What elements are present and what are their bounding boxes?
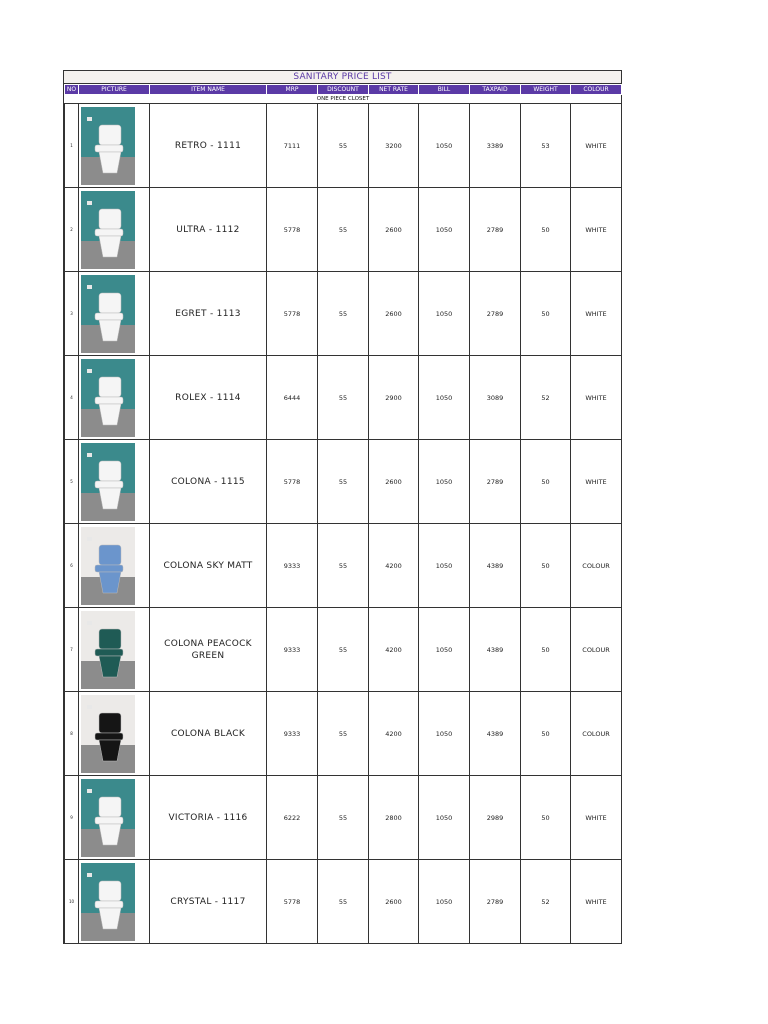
bill-value: 1050	[419, 608, 470, 692]
weight-value: 53	[521, 104, 571, 188]
discount-value: 55	[318, 776, 369, 860]
weight-value: 52	[521, 356, 571, 440]
mrp-value: 5778	[267, 860, 318, 944]
discount-value: 55	[318, 692, 369, 776]
col-header-discount: DISCOUNT	[318, 85, 369, 95]
discount-value: 55	[318, 608, 369, 692]
discount-value: 55	[318, 524, 369, 608]
mrp-value: 9333	[267, 608, 318, 692]
mrp-value: 9333	[267, 692, 318, 776]
col-header-net-rate: NET RATE	[369, 85, 419, 95]
section-label: ONE PIECE CLOSET	[65, 95, 622, 104]
taxpaid-value: 4389	[470, 524, 521, 608]
bill-value: 1050	[419, 104, 470, 188]
col-header-bill: BILL	[419, 85, 470, 95]
item-name: ROLEX - 1114	[150, 356, 267, 440]
mrp-value: 5778	[267, 188, 318, 272]
table-row	[65, 776, 622, 860]
product-picture	[79, 608, 150, 692]
net-rate-value: 4200	[369, 692, 419, 776]
product-picture	[79, 440, 150, 524]
colour-value: WHITE	[571, 440, 622, 524]
net-rate-value: 2900	[369, 356, 419, 440]
toilet-image	[81, 359, 135, 437]
taxpaid-value: 2789	[470, 440, 521, 524]
net-rate-value: 2600	[369, 188, 419, 272]
item-name: VICTORIA - 1116	[150, 776, 267, 860]
col-header-taxpaid: TAXPAID	[470, 85, 521, 95]
colour-value: WHITE	[571, 188, 622, 272]
net-rate-value: 4200	[369, 608, 419, 692]
product-picture	[79, 104, 150, 188]
section-row	[65, 95, 622, 104]
taxpaid-value: 4389	[470, 692, 521, 776]
weight-value: 50	[521, 692, 571, 776]
product-picture	[79, 272, 150, 356]
colour-value: WHITE	[571, 104, 622, 188]
bill-value: 1050	[419, 188, 470, 272]
taxpaid-value: 2989	[470, 776, 521, 860]
table-row	[65, 524, 622, 608]
row-number: 9	[65, 776, 79, 860]
item-name: COLONA BLACK	[150, 692, 267, 776]
bill-value: 1050	[419, 272, 470, 356]
item-name: EGRET - 1113	[150, 272, 267, 356]
toilet-image	[81, 443, 135, 521]
row-number: 3	[65, 272, 79, 356]
table-row	[65, 104, 622, 188]
mrp-value: 5778	[267, 272, 318, 356]
col-header-no: NO	[65, 85, 79, 95]
taxpaid-value: 4389	[470, 608, 521, 692]
toilet-image	[81, 779, 135, 857]
product-picture	[79, 776, 150, 860]
colour-value: WHITE	[571, 356, 622, 440]
col-header-picture: PICTURE	[79, 85, 150, 95]
colour-value: COLOUR	[571, 524, 622, 608]
colour-value: COLOUR	[571, 608, 622, 692]
net-rate-value: 4200	[369, 524, 419, 608]
toilet-image	[81, 275, 135, 353]
table-row	[65, 608, 622, 692]
weight-value: 50	[521, 608, 571, 692]
taxpaid-value: 2789	[470, 272, 521, 356]
row-number: 6	[65, 524, 79, 608]
weight-value: 52	[521, 860, 571, 944]
toilet-image	[81, 107, 135, 185]
taxpaid-value: 2789	[470, 860, 521, 944]
table-row	[65, 188, 622, 272]
taxpaid-value: 3389	[470, 104, 521, 188]
weight-value: 50	[521, 524, 571, 608]
colour-value: COLOUR	[571, 692, 622, 776]
item-name: CRYSTAL - 1117	[150, 860, 267, 944]
net-rate-value: 3200	[369, 104, 419, 188]
weight-value: 50	[521, 272, 571, 356]
discount-value: 55	[318, 272, 369, 356]
weight-value: 50	[521, 188, 571, 272]
row-number: 5	[65, 440, 79, 524]
product-picture	[79, 356, 150, 440]
net-rate-value: 2600	[369, 860, 419, 944]
table-row	[65, 860, 622, 944]
price-list-sheet	[63, 70, 622, 944]
discount-value: 55	[318, 860, 369, 944]
item-name: COLONA - 1115	[150, 440, 267, 524]
mrp-value: 7111	[267, 104, 318, 188]
bill-value: 1050	[419, 440, 470, 524]
bill-value: 1050	[419, 524, 470, 608]
net-rate-value: 2600	[369, 272, 419, 356]
col-header-mrp: MRP	[267, 85, 318, 95]
row-number: 8	[65, 692, 79, 776]
toilet-image	[81, 863, 135, 941]
discount-value: 55	[318, 440, 369, 524]
item-name: RETRO - 1111	[150, 104, 267, 188]
row-number: 7	[65, 608, 79, 692]
toilet-image	[81, 527, 135, 605]
header-row	[65, 85, 622, 95]
col-header-colour: COLOUR	[571, 85, 622, 95]
item-rows	[65, 104, 622, 944]
weight-value: 50	[521, 776, 571, 860]
net-rate-value: 2800	[369, 776, 419, 860]
col-header-weight: WEIGHT	[521, 85, 571, 95]
item-name: ULTRA - 1112	[150, 188, 267, 272]
table-row	[65, 692, 622, 776]
sheet-title: SANITARY PRICE LIST	[64, 70, 621, 84]
mrp-value: 5778	[267, 440, 318, 524]
product-picture	[79, 524, 150, 608]
colour-value: WHITE	[571, 776, 622, 860]
mrp-value: 9333	[267, 524, 318, 608]
row-number: 2	[65, 188, 79, 272]
toilet-image	[81, 191, 135, 269]
product-picture	[79, 860, 150, 944]
weight-value: 50	[521, 440, 571, 524]
colour-value: WHITE	[571, 860, 622, 944]
product-picture	[79, 692, 150, 776]
mrp-value: 6222	[267, 776, 318, 860]
net-rate-value: 2600	[369, 440, 419, 524]
toilet-image	[81, 611, 135, 689]
bill-value: 1050	[419, 776, 470, 860]
table-row	[65, 440, 622, 524]
product-picture	[79, 188, 150, 272]
discount-value: 55	[318, 104, 369, 188]
table-row	[65, 272, 622, 356]
taxpaid-value: 2789	[470, 188, 521, 272]
row-number: 10	[65, 860, 79, 944]
discount-value: 55	[318, 356, 369, 440]
row-number: 1	[65, 104, 79, 188]
item-name: COLONA SKY MATT	[150, 524, 267, 608]
discount-value: 55	[318, 188, 369, 272]
bill-value: 1050	[419, 860, 470, 944]
taxpaid-value: 3089	[470, 356, 521, 440]
mrp-value: 6444	[267, 356, 318, 440]
price-table	[64, 84, 622, 944]
bill-value: 1050	[419, 692, 470, 776]
item-name: COLONA PEACOCK GREEN	[150, 608, 267, 692]
table-row	[65, 356, 622, 440]
bill-value: 1050	[419, 356, 470, 440]
toilet-image	[81, 695, 135, 773]
row-number: 4	[65, 356, 79, 440]
colour-value: WHITE	[571, 272, 622, 356]
col-header-item-name: ITEM NAME	[150, 85, 267, 95]
